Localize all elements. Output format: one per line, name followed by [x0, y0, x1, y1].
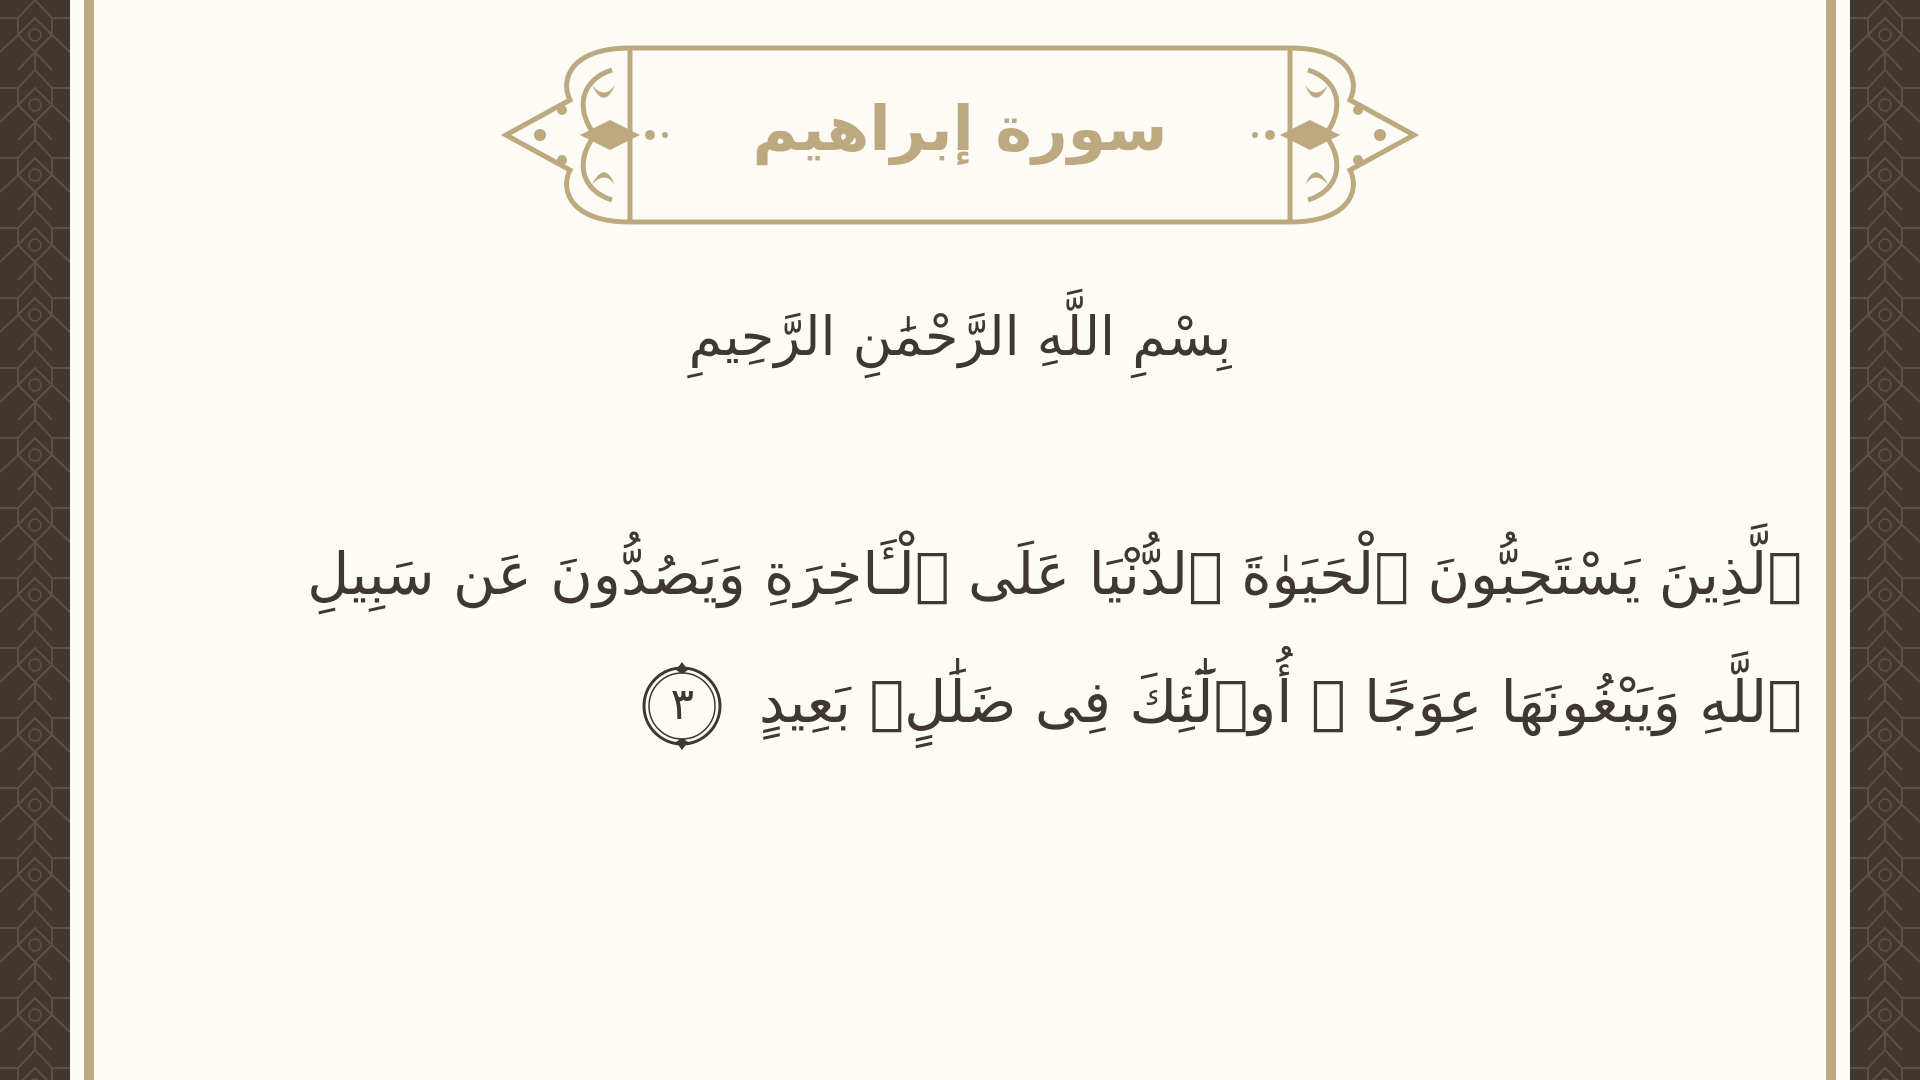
right-pattern-border	[1850, 0, 1920, 1080]
surah-title: سورة إبراهيم	[752, 92, 1168, 165]
right-gold-rule	[1826, 0, 1836, 1080]
geometric-pattern-icon	[1850, 0, 1920, 1080]
ayah-number: ٣	[670, 678, 695, 730]
basmala-calligraphy: بِسْمِ اللَّهِ الرَّحْمَٰنِ الرَّحِيمِ	[688, 305, 1232, 368]
verse-text: ٱلَّذِينَ يَسْتَحِبُّونَ ٱلْحَيَوٰةَ ٱلدُّنْيَا عَلَى ٱلْـَٔاخِرَةِ وَيَصُدُّونَ عَن سَبِيلِ ٱللَّهِ وَيَبْغُونَهَا عِوَجًا ۚ أُو۟لَٰٓئِكَ فِى ضَلَٰلٍۭ بَعِيدٍ	[307, 540, 1802, 736]
geometric-pattern-icon	[0, 0, 70, 1080]
left-pattern-border	[0, 0, 70, 1080]
left-gold-rule	[84, 0, 94, 1080]
verse-text-block	[236, 510, 1802, 766]
ayah-end-marker	[638, 662, 726, 750]
